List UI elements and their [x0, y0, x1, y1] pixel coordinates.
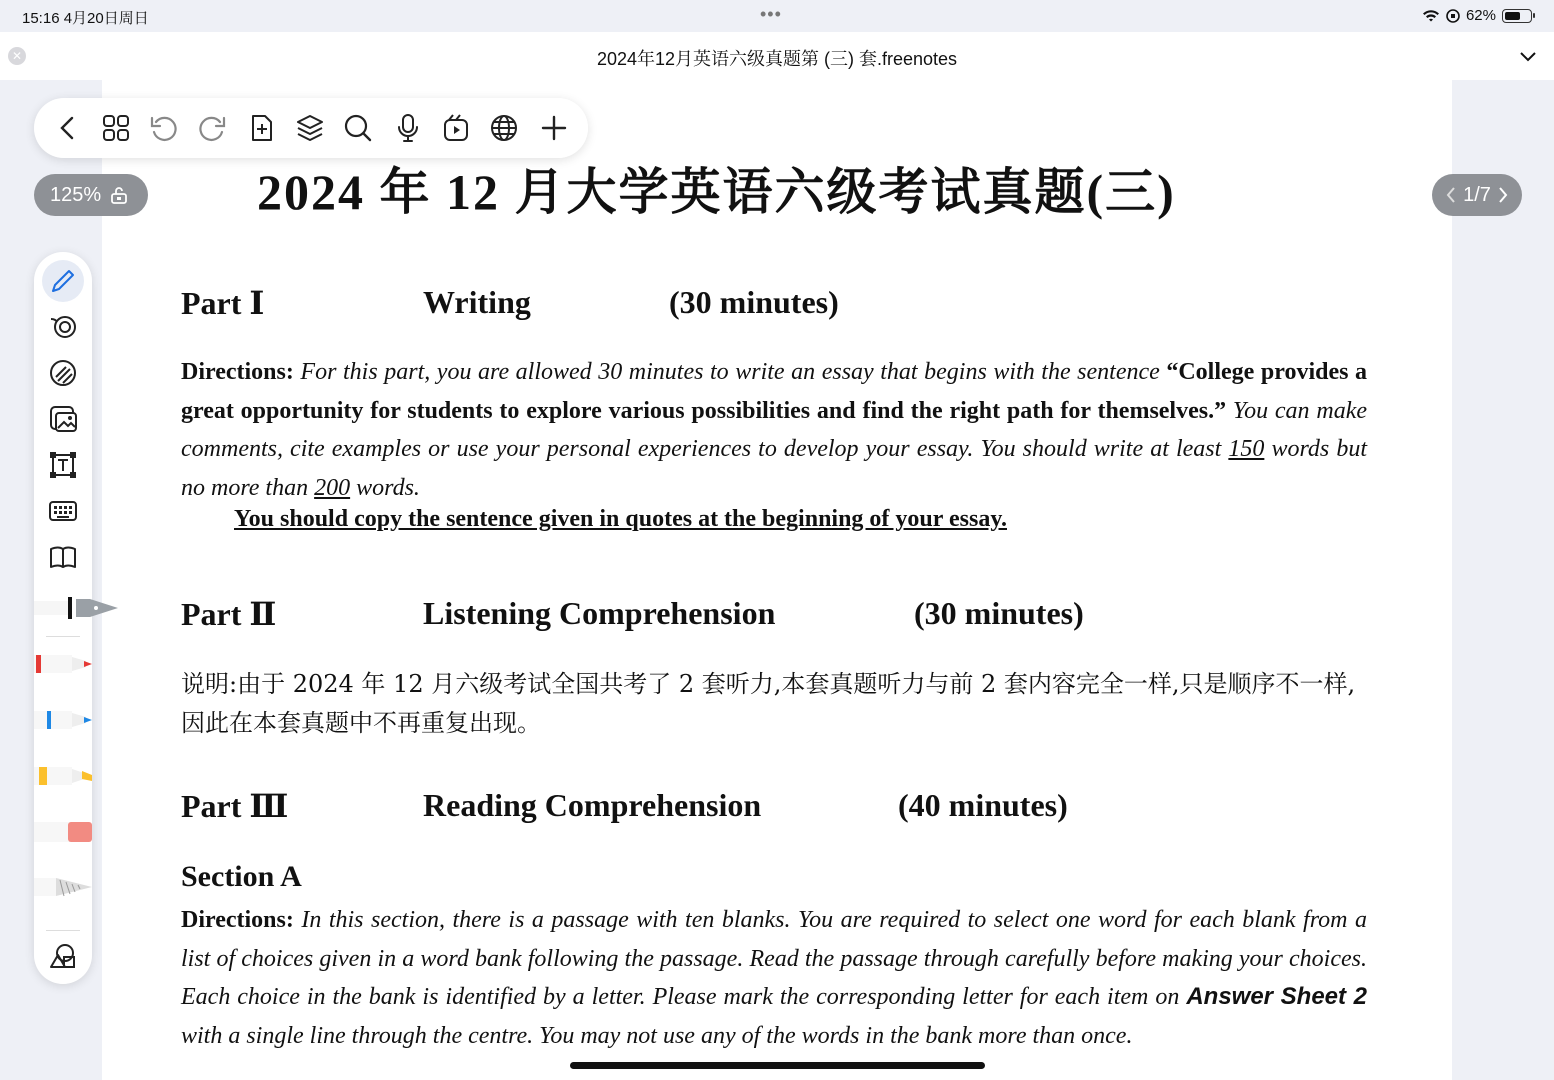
- page-indicator[interactable]: [1432, 174, 1522, 216]
- part3-label: Part Ⅲ: [181, 788, 289, 824]
- image-tool[interactable]: [42, 398, 84, 440]
- part1-max-words: 200: [314, 474, 351, 501]
- back-icon[interactable]: [52, 112, 84, 144]
- layers-icon[interactable]: [294, 112, 326, 144]
- part2-note: 说明:由于 2024 年 12 月六级考试全国共考了 2 套听力,本套真题听力与前 2 套内容完全一样,只是顺序不一样,因此在本套真题中不再重复出现。: [181, 670, 1356, 737]
- wifi-icon: [1422, 9, 1440, 23]
- media-icon[interactable]: [440, 112, 472, 144]
- search-icon[interactable]: [342, 112, 374, 144]
- tool-palette: [34, 252, 92, 984]
- orientation-lock-icon: [1446, 9, 1460, 23]
- part1-quote: “College provides a great opportunity for students to explore various possibilities and find the right path for themselves.”: [181, 359, 1368, 424]
- microphone-icon[interactable]: [392, 112, 424, 144]
- section-a-heading: Section A: [181, 860, 302, 893]
- battery-icon: [1502, 9, 1532, 23]
- part2-label: Part Ⅱ: [181, 596, 277, 632]
- battery-percent: 62%: [1465, 7, 1496, 24]
- part1-dir-label: Directions:: [181, 359, 294, 385]
- shapes-icon: [47, 941, 79, 973]
- textbox-icon: [47, 449, 79, 481]
- top-toolbar: [34, 98, 588, 158]
- status-right: [1422, 7, 1532, 24]
- eraser-tool[interactable]: [34, 819, 94, 845]
- keyboard-tool[interactable]: [42, 490, 84, 532]
- status-time: 15:16 4月20日周日: [22, 10, 149, 27]
- part2-name: Listening Comprehension: [423, 595, 776, 631]
- chevron-right-icon[interactable]: [1497, 186, 1509, 204]
- title-bar: [0, 32, 1554, 80]
- status-bar: [0, 0, 1554, 32]
- home-indicator[interactable]: [570, 1062, 985, 1069]
- part2-time: (30 minutes): [914, 595, 1084, 631]
- part1-dir-text1: For this part, you are allowed 30 minutes to write an essay that begins with the sentence: [293, 359, 1167, 385]
- document-page[interactable]: [102, 80, 1452, 1080]
- part3-dir-label: Directions:: [181, 907, 294, 933]
- keyboard-icon: [47, 495, 79, 527]
- sticker-tool[interactable]: [42, 352, 84, 394]
- blue-marker[interactable]: [34, 707, 94, 733]
- part1-end: words.: [350, 474, 420, 501]
- page-number: 1/7: [1463, 183, 1491, 206]
- redo-icon[interactable]: [196, 112, 228, 144]
- part1-min-words: 150: [1228, 436, 1265, 462]
- grid-icon[interactable]: [100, 112, 132, 144]
- part3-dir-text1: In this section, there is a passage with ten blanks. You are required to select one word for each blank from a list of choices given in a word bank following the passage. Read the passage through carefully before making your choices. Each choice in the bank is identified by a letter. Please mark the corresponding letter for each item on: [181, 907, 1367, 1010]
- document-title[interactable]: 2024年12月英语六级真题第 (三) 套.freenotes: [596, 49, 958, 69]
- part1-dir-text2: You can make comments, cite examples or use your personal experiences to develop your essay. You should write at least: [181, 397, 1368, 462]
- part3-dir-text2: with a single line through the centre. You may not use any of the words in the bank more than once.: [181, 1022, 1133, 1049]
- fountain-pen[interactable]: [34, 595, 126, 621]
- book-tool[interactable]: [42, 536, 84, 578]
- pencil-icon: [47, 265, 79, 297]
- lock-open-icon[interactable]: [109, 185, 129, 205]
- book-icon: [47, 541, 79, 573]
- chevron-left-icon[interactable]: [1445, 186, 1457, 204]
- sticker-icon: [47, 357, 79, 389]
- multitask-dots[interactable]: •••: [760, 4, 782, 24]
- globe-icon[interactable]: [488, 112, 520, 144]
- zoom-indicator[interactable]: [34, 174, 148, 216]
- part1-directions: [181, 353, 1367, 507]
- add-page-icon[interactable]: [246, 112, 278, 144]
- close-icon[interactable]: ✕: [8, 47, 26, 65]
- texture-tool[interactable]: [34, 874, 94, 900]
- chevron-down-icon[interactable]: [1518, 46, 1538, 66]
- textbox-tool[interactable]: [42, 444, 84, 486]
- answer-sheet-ref: Answer Sheet 2: [1186, 983, 1368, 1010]
- plus-icon[interactable]: [538, 112, 570, 144]
- pen-tool[interactable]: [42, 260, 84, 302]
- image-icon: [47, 403, 79, 435]
- part1-name: Writing: [423, 284, 531, 320]
- yellow-highlighter[interactable]: [34, 763, 94, 789]
- part3-directions: [181, 901, 1367, 1055]
- part1-emphasis: You should copy the sentence given in quotes at the beginning of your essay.: [234, 506, 1007, 532]
- part1-label: Part Ⅰ: [181, 285, 265, 321]
- part3-name: Reading Comprehension: [423, 787, 762, 823]
- part1-mid: words but no more than: [181, 436, 1367, 501]
- lasso-tool[interactable]: [42, 306, 84, 348]
- part1-time: (30 minutes): [669, 284, 839, 320]
- part3-time: (40 minutes): [898, 787, 1068, 823]
- lasso-icon: [47, 311, 79, 343]
- red-marker[interactable]: [34, 651, 94, 677]
- shapes-tool[interactable]: [42, 936, 84, 978]
- page-title: 2024 年 12 月大学英语六级考试真题(三): [257, 164, 1176, 220]
- zoom-level: 125%: [50, 183, 102, 206]
- undo-icon[interactable]: [148, 112, 180, 144]
